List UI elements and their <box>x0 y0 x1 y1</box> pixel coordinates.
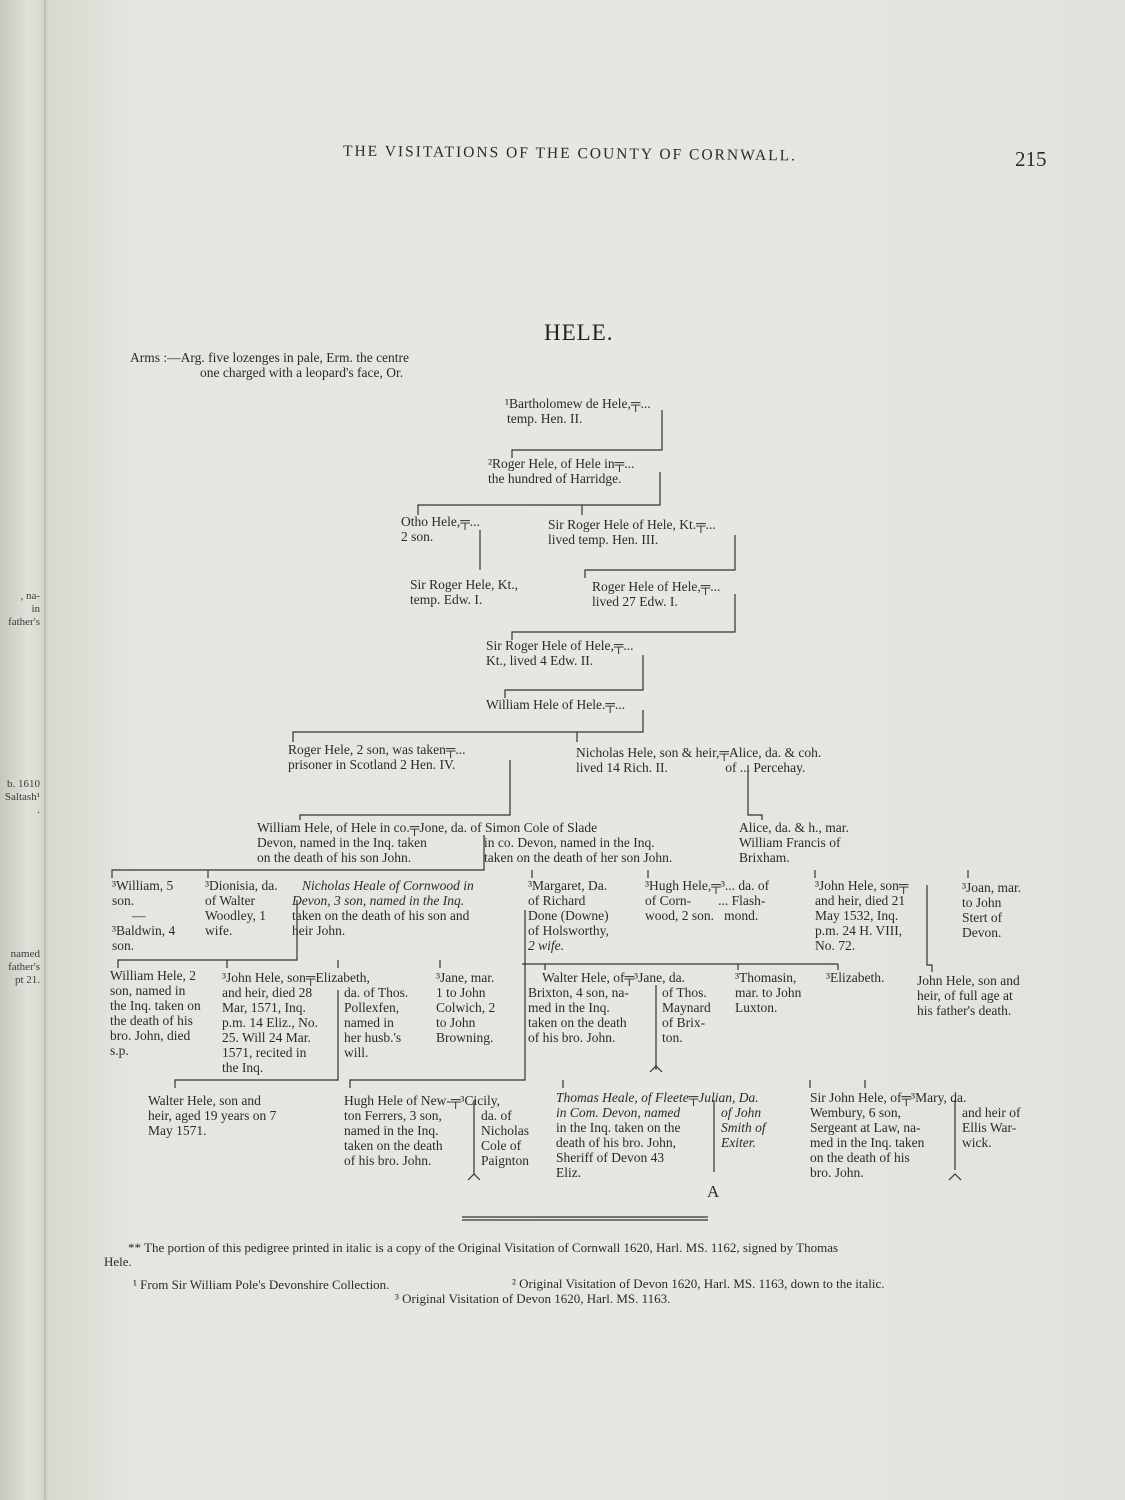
person-thomasin: ³Thomasin, mar. to John Luxton. <box>735 970 802 1015</box>
person-dionisia: ³Dionisia, da. of Walter Woodley, 1 wife. <box>205 878 278 938</box>
person-sir-roger-4edw: Sir Roger Hele of Hele,╤... Kt., lived 4 Edw. II. <box>486 638 634 668</box>
person-bartholomew: ¹Bartholomew de Hele,╤... temp. Hen. II. <box>505 396 651 426</box>
person-sir-roger-kt: Sir Roger Hele of Hele, Kt.╤... lived temp. Hen. III. <box>548 517 716 547</box>
running-title: THE VISITATIONS OF THE COUNTY OF CORNWALL. <box>342 142 798 165</box>
continuation-mark: A <box>707 1182 720 1201</box>
margin-note-line: , na- <box>20 590 40 602</box>
person-joan: ³Joan, mar. to John Stert of Devon. <box>962 880 1022 940</box>
person-sir-roger-edw1: Sir Roger Hele, Kt., temp. Edw. I. <box>410 577 518 607</box>
page-number: 215 <box>1015 147 1047 171</box>
person-sir-john: Sir John Hele, of╤³Mary, da. Wembury, 6 son, Sergeant at Law, na- med in the Inq. taken on the death of his bro. John. <box>810 1090 967 1180</box>
person-elizabeth-pollexfen: da. of Thos. Pollexfen, named in her husb.'s will. <box>344 985 409 1060</box>
margin-note-line: father's <box>8 961 40 973</box>
person-william-2: William Hele, 2 son, named in the Inq. taken on the death of his bro. John, died s.p. <box>110 968 201 1058</box>
margin-note-line: father's <box>8 616 40 628</box>
person-margaret: ³Margaret, Da. of Richard Done (Downe) of Holsworthy, 2 wife. <box>528 878 609 953</box>
footnote-2: ² Original Visitation of Devon 1620, Harl. MS. 1163, down to the italic. <box>512 1276 885 1291</box>
margin-note-line: in <box>31 603 40 615</box>
person-john-heir-1: ³John Hele, son╤ and heir, died 21 May 1532, Inq. p.m. 24 H. VIII, No. 72. <box>815 878 909 953</box>
person-roger-hele-2: Roger Hele, 2 son, was taken╤... prisoner in Scotland 2 Hen. IV. <box>288 742 466 772</box>
person-nicholas-heir: Nicholas Hele, son & heir,╤Alice, da. & coh. lived 14 Rich. II. of ... Percehay. <box>576 745 822 775</box>
person-cicily: da. of Nicholas Cole of Paignton <box>481 1108 530 1168</box>
person-hugh-2: Hugh Hele of New-╤³Cicily, ton Ferrers, 3 son, named in the Inq. taken on the death of his bro. John. <box>344 1093 500 1168</box>
person-william-hele-1: William Hele of Hele.╤... <box>486 697 626 712</box>
footnote-star-end: Hele. <box>104 1254 132 1269</box>
person-hugh-1: ³Hugh Hele,╤³... da. of of Corn- ... Flash- wood, 2 son. mond. <box>645 878 770 923</box>
margin-note-line: . <box>37 804 40 816</box>
person-john-heir-2: ³John Hele, son╤Elizabeth, and heir, died 28 Mar, 1571, Inq. p.m. 14 Eliz., No. 25. Will 24 Mar. 1571, recited in the Inq. <box>222 970 370 1075</box>
footnote-star: ** The portion of this pedigree printed in italic is a copy of the Original Visitation of Cornwall 1620, Harl. MS. 1162, signed by Thomas <box>128 1240 839 1255</box>
person-alice: Alice, da. & h., mar. William Francis of Brixham. <box>739 820 849 865</box>
person-roger-27edw: Roger Hele of Hele,╤... lived 27 Edw. I. <box>592 579 721 609</box>
margin-note-line: pt 21. <box>14 974 40 986</box>
person-jane-2: of Thos. Maynard of Brix- ton. <box>662 985 711 1045</box>
person-otho: Otho Hele,╤... 2 son. <box>401 514 480 544</box>
person-walter-son: Walter Hele, son and heir, aged 19 years on 7 May 1571. <box>148 1093 277 1138</box>
footnote-1: ¹ From Sir William Pole's Devonshire Collection. <box>133 1277 390 1292</box>
person-jane-1: ³Jane, mar. 1 to John Colwich, 2 to John Browning. <box>436 970 496 1045</box>
person-jone: in co. Devon, named in the Inq. taken on the death of her son John. <box>484 835 673 865</box>
person-nicholas-heale: Nicholas Heale of Cornwood in Devon, 3 son, named in the Inq. taken on the death of his son and heir John. <box>292 878 474 938</box>
person-william-5: ³William, 5 son. — ³Baldwin, 4 son. <box>112 878 176 953</box>
person-elizabeth-3: ³Elizabeth. <box>826 970 885 985</box>
margin-note-line: Saltash¹ <box>4 791 40 803</box>
arms-line-2: one charged with a leopard's face, Or. <box>200 365 404 380</box>
person-roger-hele-1: ²Roger Hele, of Hele in╤... the hundred of Harridge. <box>488 456 635 486</box>
person-walter-brixton: Walter Hele, of╤³Jane, da. Brixton, 4 son, na- med in the Inq. taken on the death of his bro. John. <box>528 970 685 1045</box>
person-thomas-heale: Thomas Heale, of Fleete╤Julian, Da. in Com. Devon, named in the Inq. taken on the death of his bro. John, Sheriff of Devon 43 Eliz. <box>556 1090 759 1180</box>
margin-note-line: named <box>10 948 40 960</box>
pedigree-title: HELE. <box>544 320 614 345</box>
margin-note-line: b. 1610 <box>7 778 40 790</box>
person-john-full-age: John Hele, son and heir, of full age at his father's death. <box>917 973 1020 1018</box>
person-mary: and heir of Ellis War- wick. <box>962 1105 1021 1150</box>
person-julian: of John Smith of Exiter. <box>721 1105 766 1150</box>
person-william-hele-co: William Hele, of Hele in co.╤Jone, da. of Simon Cole of Slade Devon, named in the Inq. taken on the death of his son John. <box>257 820 598 865</box>
footnote-3: ³ Original Visitation of Devon 1620, Harl. MS. 1163. <box>395 1291 671 1306</box>
arms-line-1: Arms :—Arg. five lozenges in pale, Erm. the centre <box>130 350 410 365</box>
